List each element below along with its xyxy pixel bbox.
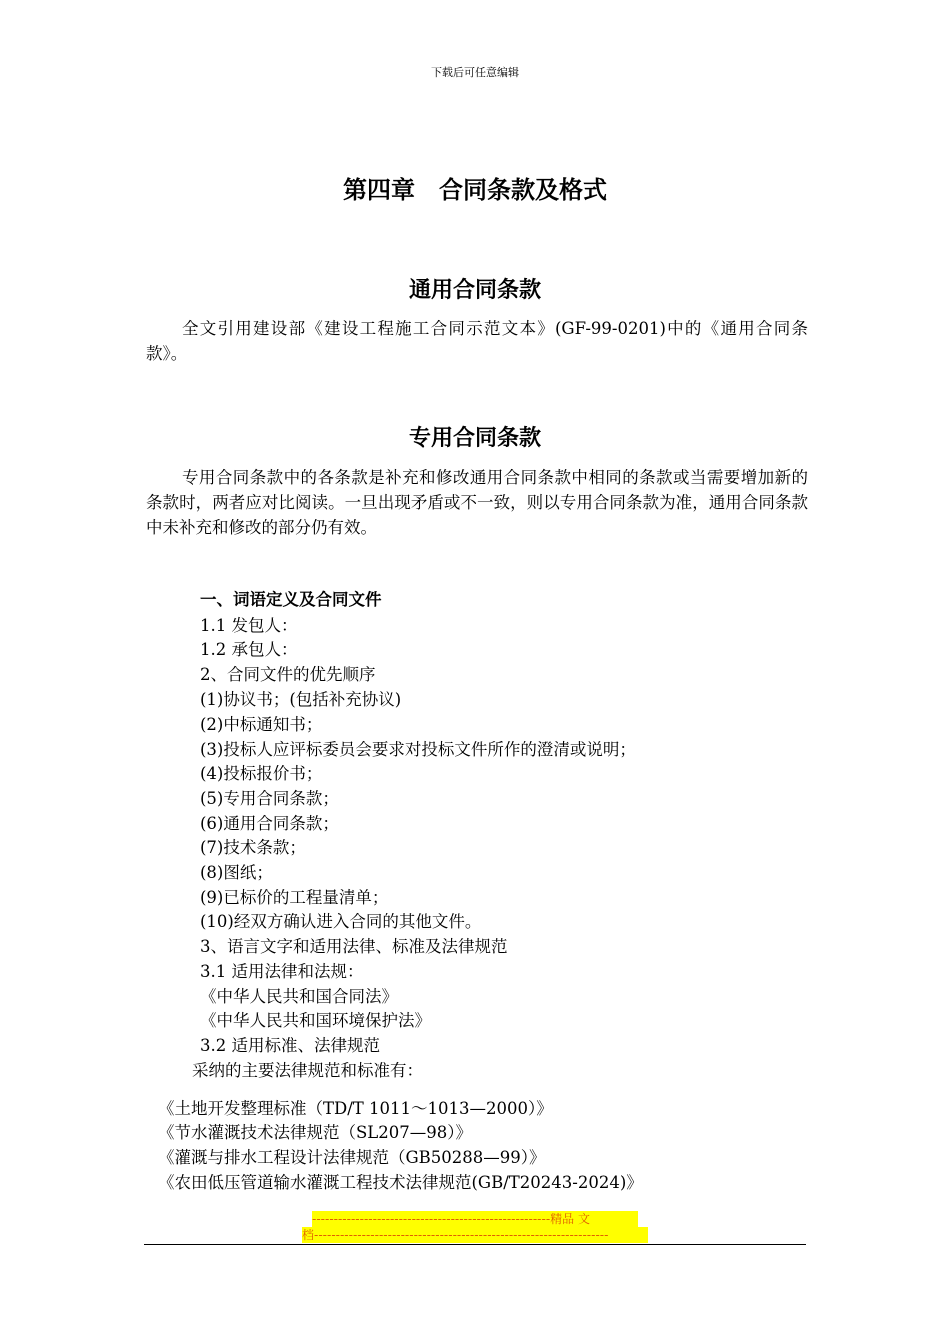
clause-item: 《中华人民共和国环境保护法》 [200, 1011, 431, 1030]
clause-item: (10)经双方确认进入合同的其他文件。 [200, 912, 482, 931]
page-header: 下载后可任意编辑 [431, 66, 519, 79]
clause-item: 《节水灌溉技术法律规范（SL207—98）》 [158, 1123, 472, 1142]
footer-banner-line1: -------------------------------------------------------精品 文 [312, 1211, 638, 1227]
footer-rule [144, 1244, 806, 1245]
special-terms-title: 专用合同条款 [408, 426, 541, 451]
clause-item: 2、合同文件的优先顺序 [200, 665, 376, 684]
clause-item: (3)投标人应评标委员会要求对投标文件所作的澄清或说明； [200, 740, 636, 759]
clause-item: (1)协议书；(包括补充协议) [200, 690, 402, 709]
clause-item: 《土地开发整理标准（TD/T 1011～1013—2000）》 [158, 1099, 553, 1118]
clause-item: (4)投标报价书； [200, 764, 323, 783]
clause-item: 3、语言文字和适用法律、标准及法律规范 [200, 937, 508, 956]
clause-item: 一、词语定义及合同文件 [200, 590, 382, 609]
clause-item: (9)已标价的工程量清单； [200, 888, 389, 907]
clause-item: (2)中标通知书； [200, 715, 323, 734]
clause-item: 1.1 发包人： [200, 616, 298, 635]
clause-item: 《农田低压管道输水灌溉工程技术法律规范(GB/T20243-2024)》 [158, 1173, 643, 1192]
clause-item: 3.2 适用标准、法律规范 [200, 1036, 380, 1055]
chapter-title: 第四章 合同条款及格式 [343, 176, 607, 204]
clause-item: 采纳的主要法律规范和标准有： [192, 1061, 423, 1080]
clause-item: 《中华人民共和国合同法》 [200, 987, 398, 1006]
clause-item: 《灌溉与排水工程设计法律规范（GB50288—99）》 [158, 1148, 546, 1167]
clause-item: (5)专用合同条款； [200, 789, 339, 808]
clause-item: 1.2 承包人： [200, 640, 298, 659]
clause-item: (6)通用合同条款； [200, 814, 339, 833]
general-terms-title: 通用合同条款 [408, 278, 541, 303]
clause-item: (7)技术条款； [200, 838, 306, 857]
footer-banner-line2: 档-------------------------------------------------------------------- [302, 1227, 648, 1243]
clause-item: 3.1 适用法律和法规： [200, 962, 364, 981]
general-terms-body: 全文引用建设部《建设工程施工合同示范文本》(GF-99-0201)中的《通用合同条款》。 [146, 319, 808, 363]
clause-item: (8)图纸； [200, 863, 273, 882]
special-terms-body: 专用合同条款中的各条款是补充和修改通用合同条款中相同的条款或当需要增加新的条款时，两者应对比阅读。一旦出现矛盾或不一致，则以专用合同条款为准，通用合同条款中未补充和修改的部分仍有效。 [146, 468, 808, 537]
